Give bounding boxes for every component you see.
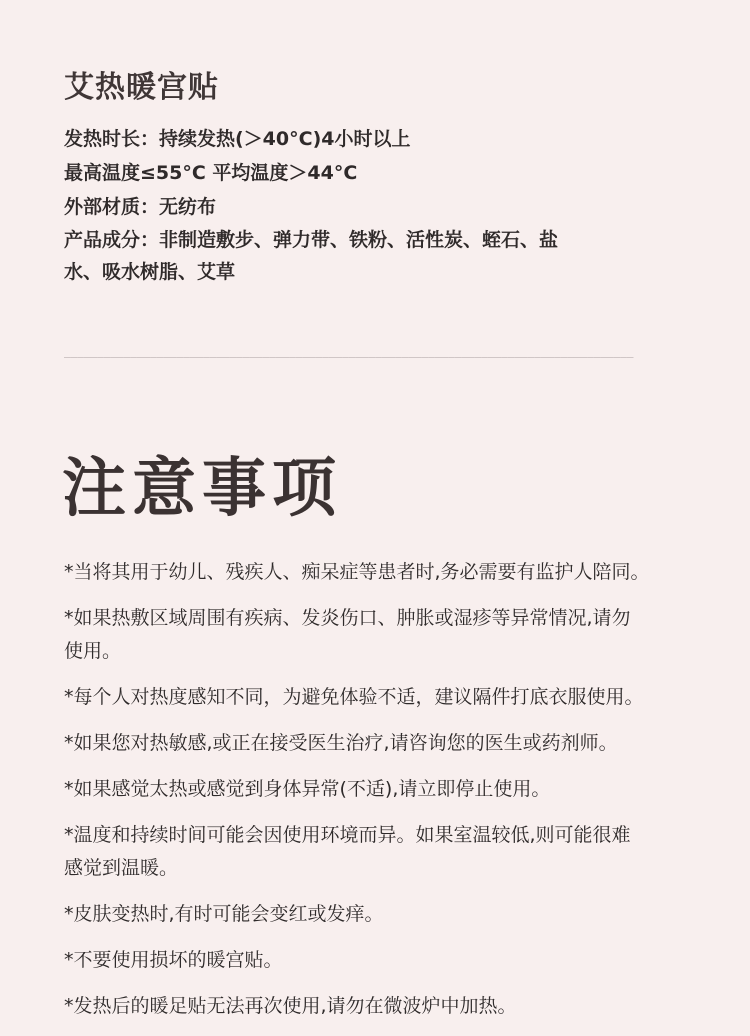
spec-material: 外部材质：无纺布 xyxy=(64,196,217,218)
notice-item: *皮肤变热时,有时可能会变红或发痒。 xyxy=(64,903,384,925)
notice-item: *不要使用损坏的暖宫贴。 xyxy=(64,949,283,971)
notice-item: *每个人对热度感知不同，为避免体验不适，建议隔件打底衣服使用。 xyxy=(64,686,644,708)
notice-item: *如果热敷区域周围有疾病、发炎伤口、肿胀或湿疹等异常情况,请勿 使用。 xyxy=(64,607,631,662)
notice-item: *如果您对热敏感,或正在接受医生治疗,请咨询您的医生或药剂师。 xyxy=(64,732,618,754)
notice-item: *当将其用于幼儿、残疾人、痴呆症等患者时,务必需要有监护人陪同。 xyxy=(64,561,650,583)
spec-ingredients: 产品成分：非制造敷步、弹力带、铁粉、活性炭、蛭石、盐 水、吸水树脂、艾草 xyxy=(64,229,559,283)
notice-item: *如果感觉太热或感觉到身体异常(不适),请立即停止使用。 xyxy=(64,778,551,800)
spec-heat-duration: 发热时长：持续发热(＞40°C)4小时以上 xyxy=(64,128,411,150)
section-divider: ______________________________________________________________________________________ xyxy=(64,345,634,358)
notice-title: 注意事项 xyxy=(62,452,342,526)
notice-list xyxy=(64,556,728,1036)
spec-list xyxy=(64,122,664,288)
spec-temperature: 最高温度≤55°C 平均温度＞44°C xyxy=(64,162,358,184)
notice-item: *温度和持续时间可能会因使用环境而异。如果室温较低,则可能很难 感觉到温暖。 xyxy=(64,824,631,879)
notice-item: *发热后的暖足贴无法再次使用,请勿在微波炉中加热。 xyxy=(64,995,517,1017)
spec-title: 艾热暖宫贴 xyxy=(64,70,219,105)
